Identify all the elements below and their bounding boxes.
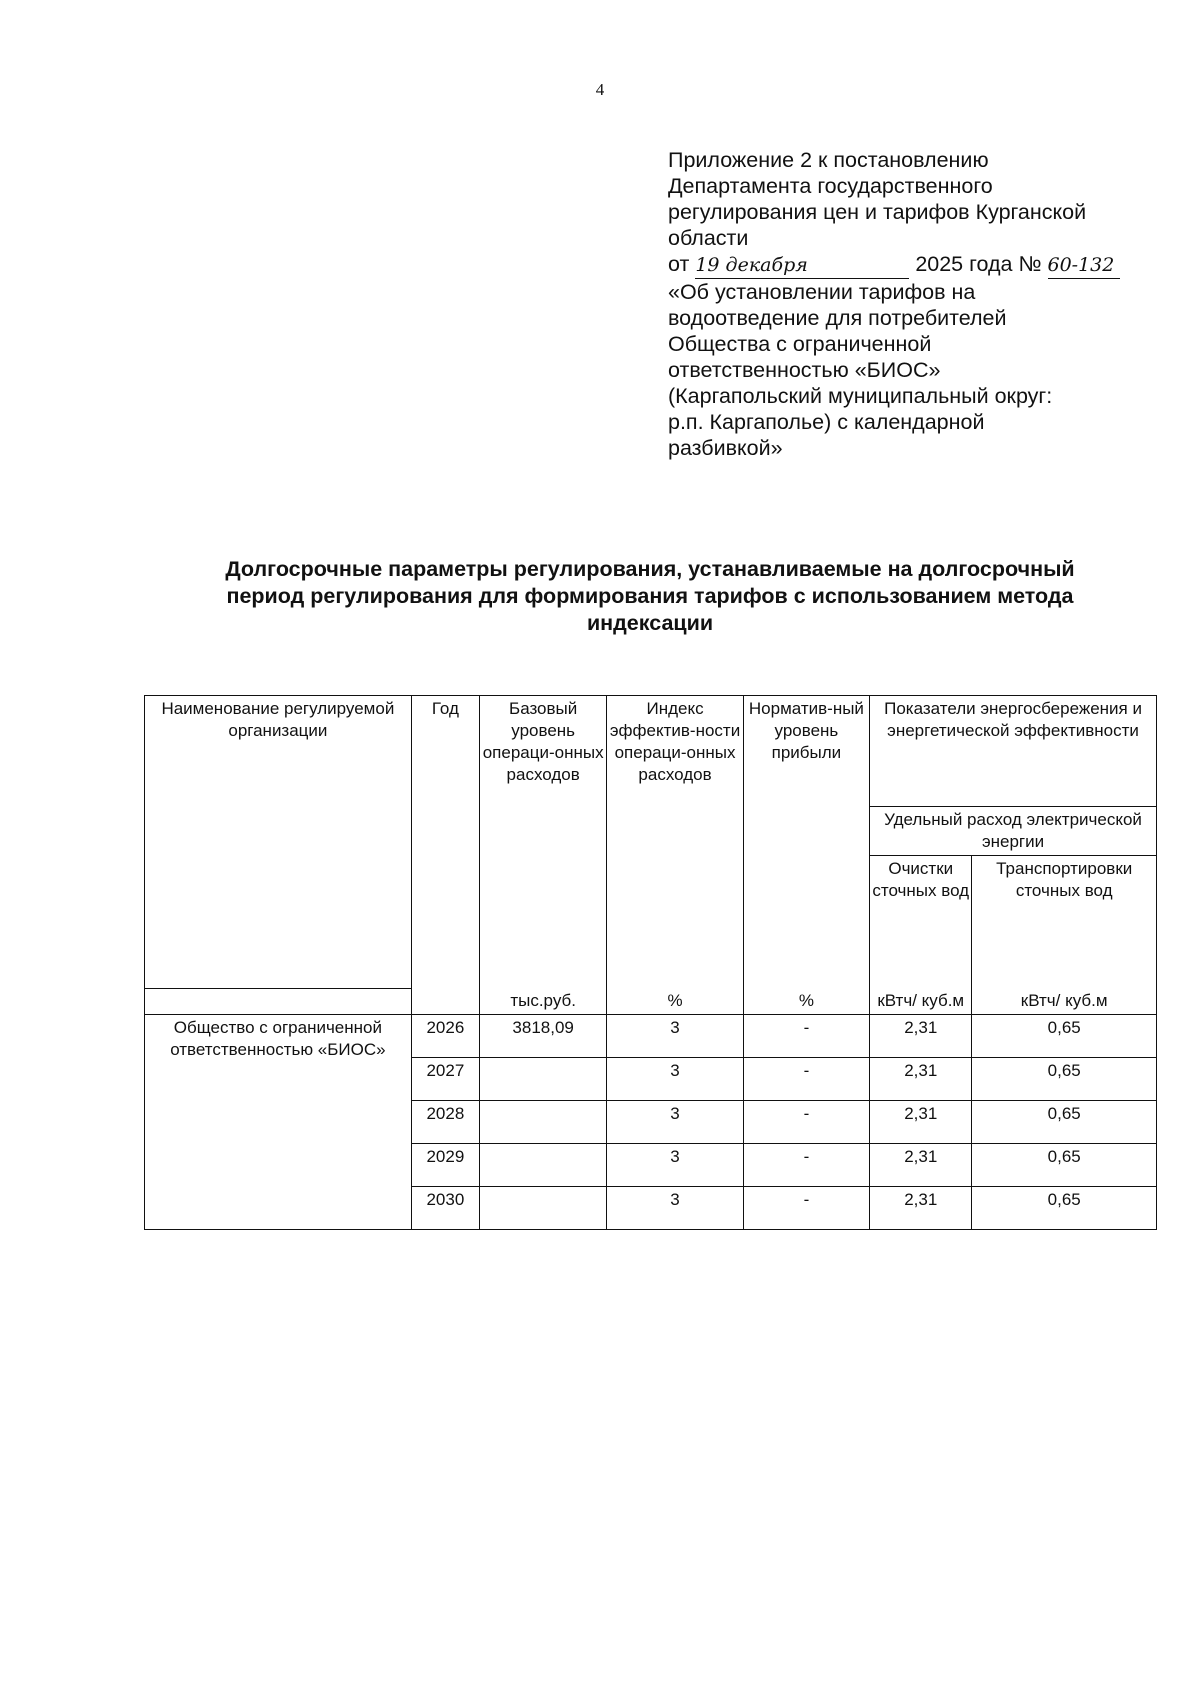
cell-efficiency-index: 3: [607, 1015, 743, 1058]
unit-efficiency-index: %: [607, 988, 743, 1015]
cell-year: 2029: [411, 1144, 479, 1187]
cell-efficiency-index: 3: [607, 1058, 743, 1101]
cell-cleaning: 2,31: [870, 1101, 972, 1144]
header-energy-group: Показатели энергосбережения и энергетической эффективности: [870, 696, 1157, 807]
cell-cleaning: 2,31: [870, 1058, 972, 1101]
cell-transport: 0,65: [972, 1101, 1157, 1144]
cell-base-level: [479, 1058, 606, 1101]
cell-transport: 0,65: [972, 1187, 1157, 1230]
cell-transport: 0,65: [972, 1144, 1157, 1187]
cell-year: 2027: [411, 1058, 479, 1101]
cell-year: 2028: [411, 1101, 479, 1144]
appendix-line: Приложение 2 к постановлению: [668, 148, 989, 172]
cell-profit-norm: -: [743, 1187, 869, 1230]
cell-base-level: 3818,09: [479, 1015, 606, 1058]
unit-cleaning: кВтч/ куб.м: [870, 988, 972, 1015]
unit-profit-norm: %: [743, 988, 869, 1015]
cell-profit-norm: -: [743, 1144, 869, 1187]
appendix-line: Департамента государственного: [668, 174, 993, 198]
regulation-parameters-table: [144, 695, 1157, 1230]
cell-efficiency-index: 3: [607, 1144, 743, 1187]
header-profit-norm: Норматив-ный уровень прибыли: [743, 696, 869, 989]
cell-base-level: [479, 1101, 606, 1144]
appendix-subject-line: «Об установлении тарифов на: [668, 280, 976, 304]
appendix-subject-line: водоотведение для потребителей: [668, 306, 1007, 330]
appendix-subject-line: Общества с ограниченной: [668, 332, 932, 356]
cell-cleaning: 2,31: [870, 1015, 972, 1058]
unit-transport: кВтч/ куб.м: [972, 988, 1157, 1015]
appendix-subject-line: ответственностью «БИОС»: [668, 358, 941, 382]
cell-base-level: [479, 1187, 606, 1230]
appendix-line: регулирования цен и тарифов Курганской: [668, 200, 1087, 224]
header-org: Наименование регулируемой организации: [145, 696, 412, 989]
cell-cleaning: 2,31: [870, 1187, 972, 1230]
table-row: [145, 1015, 1157, 1058]
cell-efficiency-index: 3: [607, 1187, 743, 1230]
header-transport: Транспортировки сточных вод: [972, 856, 1157, 989]
appendix-date-line: [668, 251, 1168, 279]
organization-name: Общество с ограниченной ответственностью «БИОС»: [145, 1015, 412, 1230]
cell-efficiency-index: 3: [607, 1101, 743, 1144]
year-text: 2025 года №: [915, 252, 1042, 276]
cell-profit-norm: -: [743, 1058, 869, 1101]
title-line: период регулирования для формирования тарифов с использованием метода: [226, 584, 1074, 608]
header-year: Год: [411, 696, 479, 1015]
appendix-block: [668, 147, 1168, 461]
header-cleaning: Очистки сточных вод: [870, 856, 972, 989]
header-electricity-group: Удельный расход электрической энергии: [870, 807, 1157, 856]
handwritten-date: 19 декабря: [695, 252, 909, 279]
unit-base-level: тыс.руб.: [479, 988, 606, 1015]
unit-org-empty: [145, 988, 412, 1015]
cell-profit-norm: -: [743, 1015, 869, 1058]
document-title: [150, 556, 1150, 637]
title-line: Долгосрочные параметры регулирования, устанавливаемые на долгосрочный: [225, 557, 1075, 581]
appendix-subject-line: разбивкой»: [668, 436, 783, 460]
header-efficiency-index: Индекс эффектив-ности операци-онных расходов: [607, 696, 743, 989]
handwritten-number: 60-132: [1048, 252, 1120, 279]
cell-transport: 0,65: [972, 1058, 1157, 1101]
cell-base-level: [479, 1144, 606, 1187]
page-number: 4: [595, 80, 605, 99]
cell-year: 2030: [411, 1187, 479, 1230]
title-line: индексации: [586, 611, 714, 635]
appendix-subject-line: (Каргапольский муниципальный округ:: [668, 384, 1053, 408]
cell-profit-norm: -: [743, 1101, 869, 1144]
cell-transport: 0,65: [972, 1015, 1157, 1058]
cell-year: 2026: [411, 1015, 479, 1058]
appendix-subject-line: р.п. Каргаполье) с календарной: [668, 410, 985, 434]
date-prefix: от: [668, 252, 690, 276]
cell-cleaning: 2,31: [870, 1144, 972, 1187]
header-base-level: Базовый уровень операци-онных расходов: [479, 696, 606, 989]
appendix-line: области: [668, 226, 749, 250]
